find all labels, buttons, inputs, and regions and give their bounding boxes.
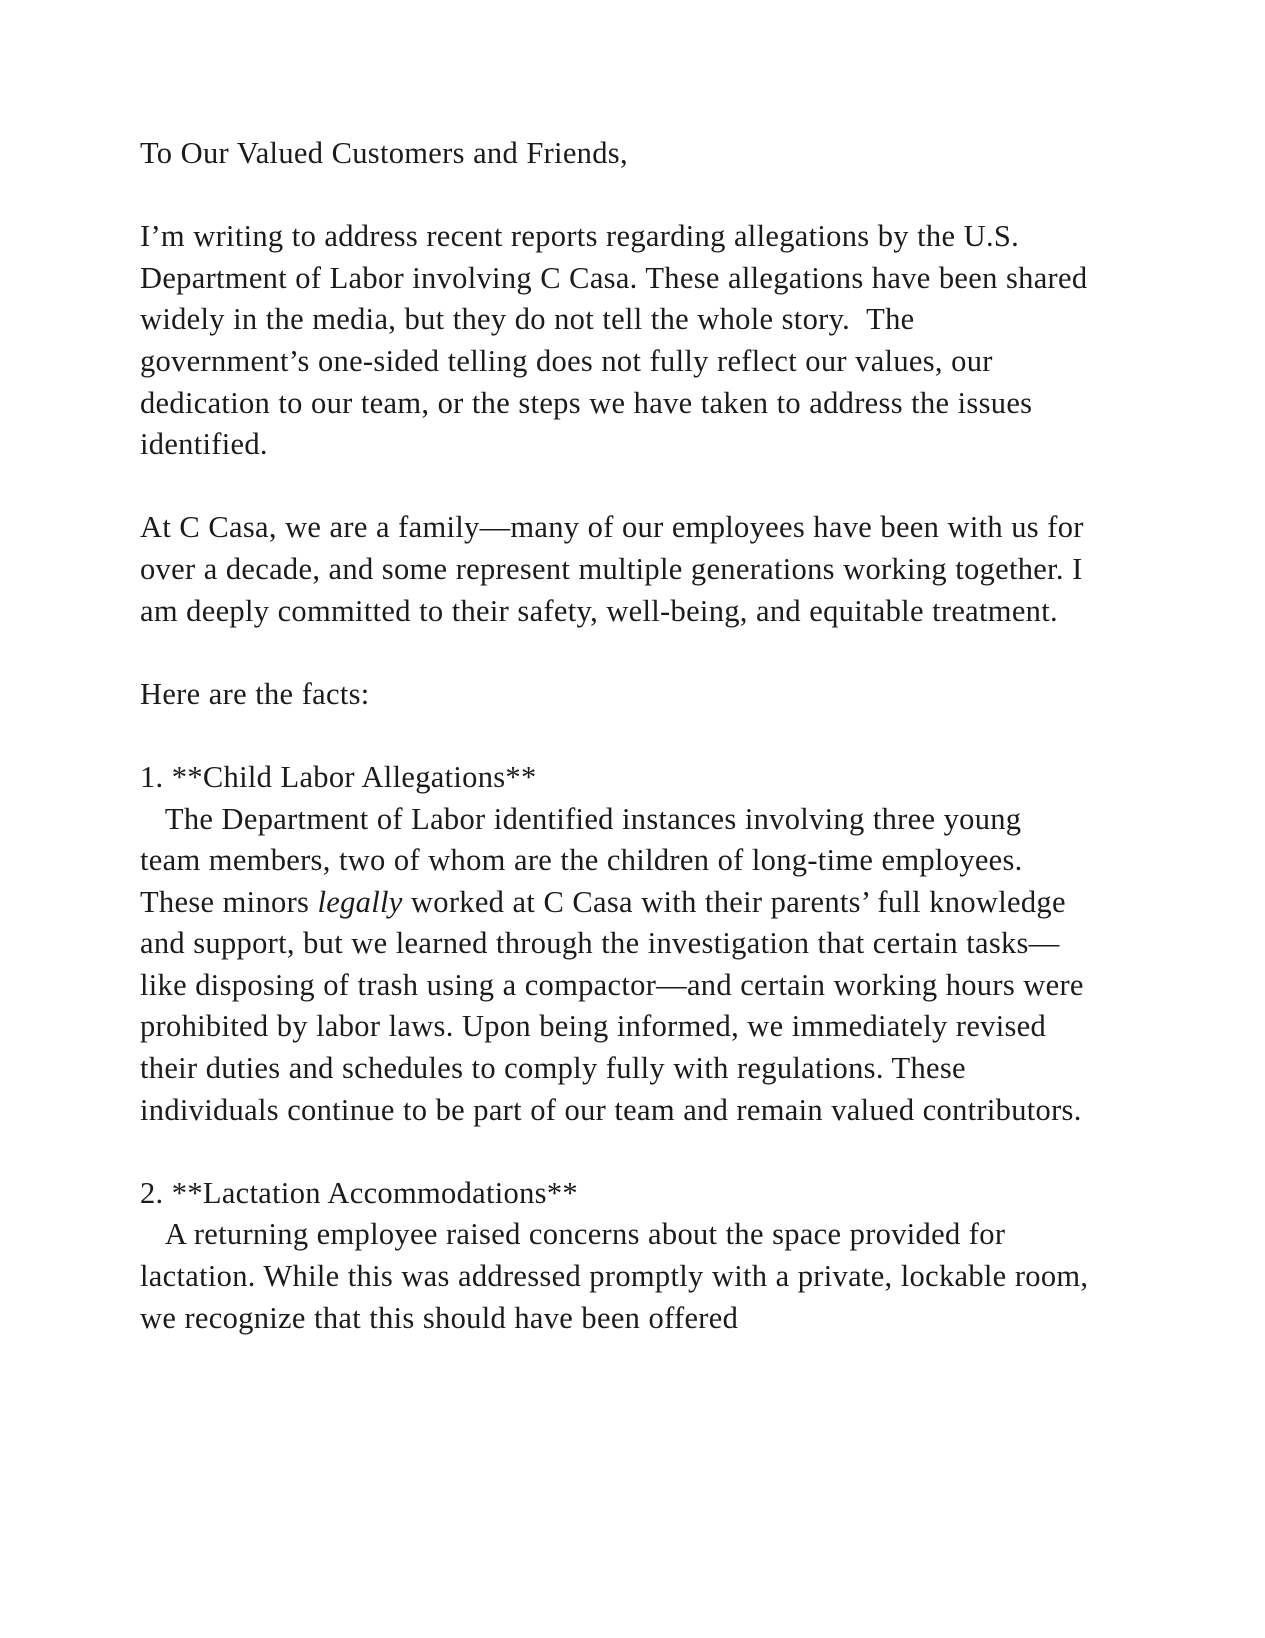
item-1-body-part-1: The Department of Labor identified instances involving three young team members, two of whom are the children of long-time employees. These minors [140, 801, 1031, 919]
paragraph-family: At C Casa, we are a family—many of our employees have been with us for over a decade, and some represent multiple generations working together. I am deeply committed to their safety, well-being, and equitable treatment. [140, 510, 1093, 628]
item-2-body-part-1: A returning employee raised concerns about the space provided for lactation. While this was addressed promptly with a private, lockable room, we recognize that this should have been offered [140, 1217, 1097, 1335]
paragraph-spacer [140, 632, 1090, 674]
paragraph-spacer [140, 715, 1090, 757]
paragraph-spacer [140, 466, 1090, 508]
item-1-heading: 1. **Child Labor Allegations** [140, 759, 537, 794]
item-2-body [140, 1214, 1097, 1339]
item-1-emphasis: legally [317, 884, 403, 919]
item-2-heading: 2. **Lactation Accommodations** [140, 1175, 578, 1210]
letter-body [140, 133, 1097, 1339]
paragraph-facts-lead: Here are the facts: [140, 676, 370, 711]
item-1-body [140, 799, 1093, 1132]
paragraph-spacer [140, 175, 1090, 217]
item-1-body-part-2: worked at C Casa with their parents’ full knowledge and support, but we learned through the investigation that certain tasks—like disposing of trash using a compactor—and certain working hours were prohibited by labor laws. Upon being informed, we immediately revised their duties and schedules to comply fully with regulations. These individuals continue to be part of our team and remain valued contributors. [140, 884, 1093, 1127]
paragraph-intro: I’m writing to address recent reports regarding allegations by the U.S. Department of Labor involving C Casa. These allegations have been shared widely in the media, but they do not tell the whole story. The government’s one-sided telling does not fully reflect our values, our dedication to our team, or the steps we have taken to address the issues identified. [140, 219, 1096, 462]
paragraph-spacer [140, 1131, 1090, 1173]
salutation: To Our Valued Customers and Friends, [140, 136, 628, 170]
